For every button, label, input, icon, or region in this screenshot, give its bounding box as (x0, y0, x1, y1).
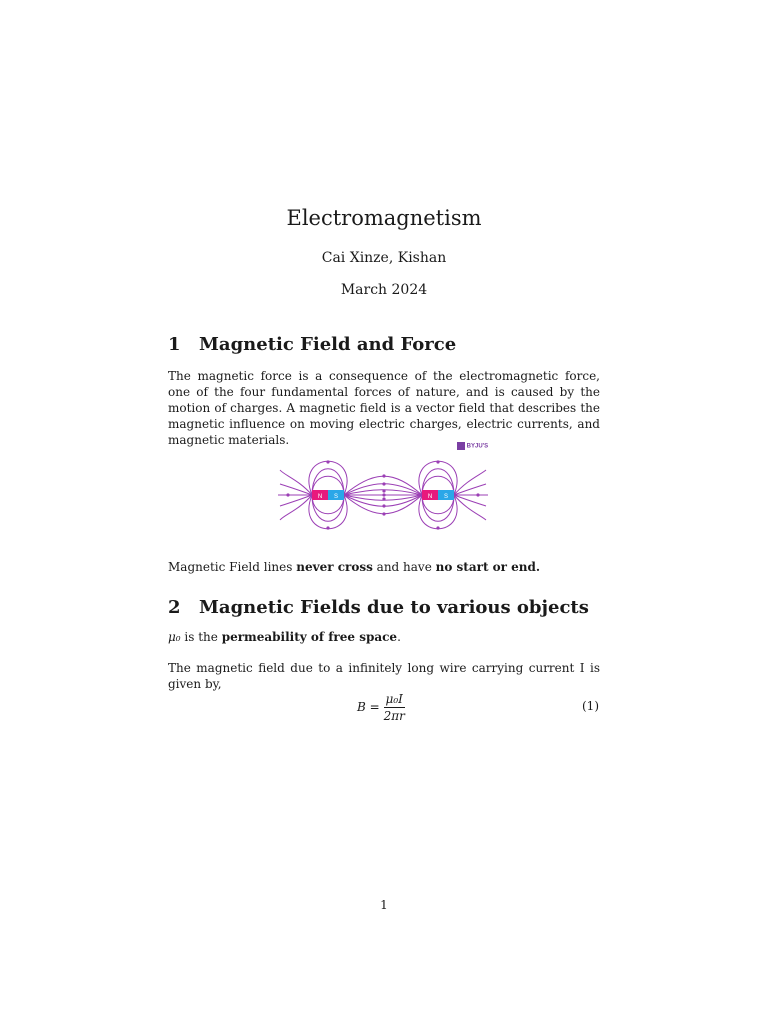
section-2-paragraph: The magnetic field due to a infinitely long wire carrying current I is given by, (168, 661, 600, 691)
section-number: 2 (168, 597, 181, 618)
left-magnet-n-label: N (317, 494, 323, 500)
note-bold-never-cross: never cross (296, 560, 373, 574)
section-title: Magnetic Field and Force (199, 334, 457, 355)
paper-date: March 2024 (340, 282, 428, 298)
section-1-paragraph: The magnetic force is a consequence of the electromagnetic force, one of the four fundamental forces of nature, and is caused by the motion of charges. A magnetic field is a vector field that describes the magnetic influence on moving electric charges, electric currents, and magnetic materials. (168, 369, 600, 447)
logo-square-icon (457, 442, 465, 450)
magnetic-field-figure (274, 440, 490, 546)
right-magnet-s-label: S (443, 494, 449, 500)
equation-label: (1) (582, 699, 599, 713)
paper-title: Electromagnetism (286, 206, 482, 230)
field-lines-diagram (274, 440, 490, 546)
mu-line-suffix: . (397, 630, 401, 644)
equation-1 (357, 692, 405, 723)
note-bold-no-start-end: no start or end. (435, 560, 541, 574)
section-number: 1 (168, 334, 181, 355)
section-2-heading (168, 597, 589, 618)
section-title: Magnetic Fields due to various objects (199, 597, 589, 618)
left-magnet-s-label: S (333, 494, 339, 500)
mu-zero-symbol: μ₀ (168, 630, 181, 644)
paper-authors: Cai Xinze, Kishan (321, 250, 447, 266)
permeability-line (168, 629, 600, 645)
note-prefix: Magnetic Field lines (168, 560, 297, 574)
page-number: 1 (380, 898, 388, 912)
byjus-logo (457, 442, 488, 450)
equation-numerator: μ₀I (385, 692, 403, 706)
equation-lhs: B = (357, 700, 380, 714)
field-lines-note (168, 559, 600, 575)
section-1-heading (168, 334, 456, 355)
right-magnet-n-label: N (427, 494, 433, 500)
mu-line-prefix: is the (180, 630, 222, 644)
mu-line-bold: permeability of free space (221, 630, 398, 644)
note-middle: and have (372, 560, 436, 574)
equation-fraction (384, 692, 405, 723)
logo-text: BYJU'S (466, 443, 489, 450)
equation-denominator: 2πr (383, 709, 405, 723)
